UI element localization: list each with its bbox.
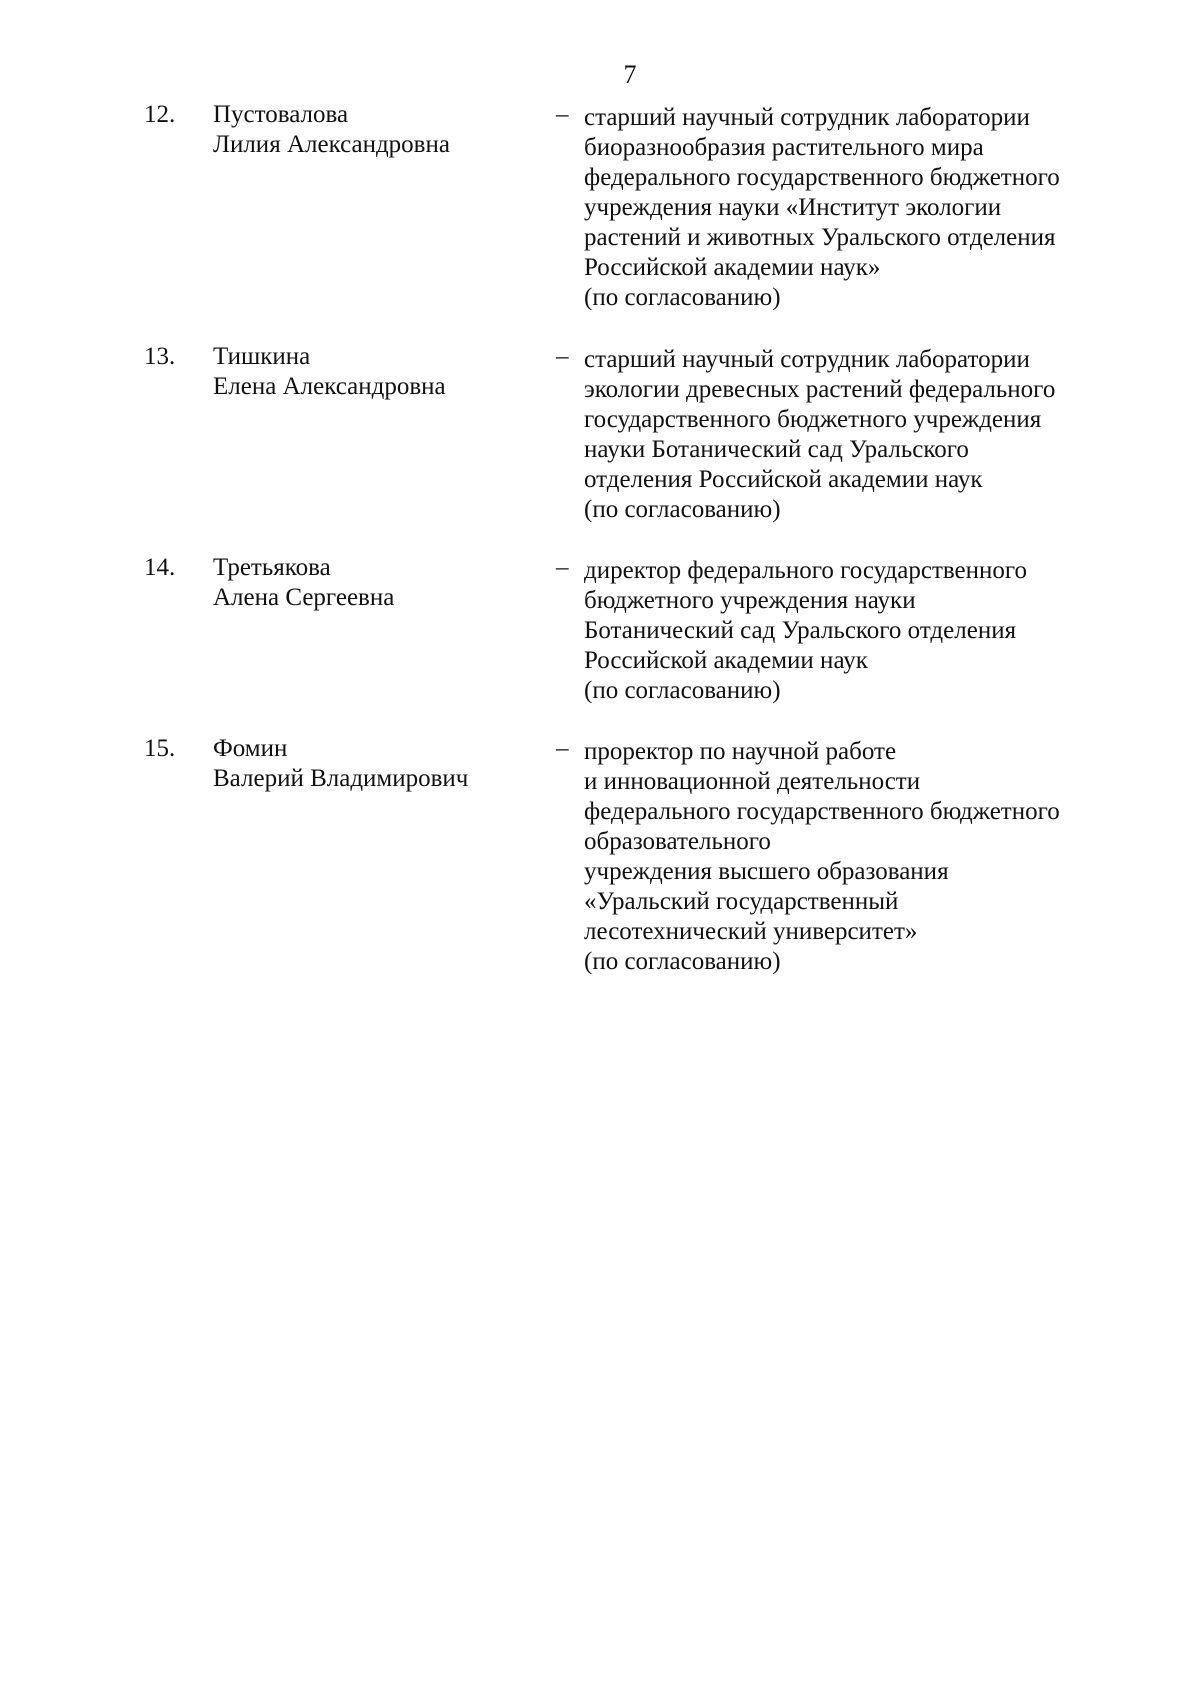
position-line: и инновационной деятельности — [584, 768, 921, 795]
position-line: (по согласованию) — [584, 948, 781, 975]
position-line: Российской академии наук — [584, 647, 868, 674]
position-line: Российской академии наук» — [584, 254, 881, 281]
separator-dash: – — [556, 101, 569, 128]
position-line: учреждения высшего образования — [584, 858, 949, 885]
member-name — [213, 342, 446, 402]
member-position — [584, 737, 1124, 977]
position-line: (по согласованию) — [584, 284, 781, 311]
member-given-name: Лилия Александровна — [213, 131, 450, 158]
position-line: проректор по научной работе — [584, 738, 897, 765]
position-line: учреждения науки «Институт экологии — [584, 194, 1002, 221]
position-line: (по согласованию) — [584, 496, 781, 523]
member-name — [213, 553, 394, 613]
member-surname: Тишкина — [213, 343, 311, 370]
member-position — [584, 345, 1124, 525]
member-surname: Пустовалова — [213, 101, 349, 128]
position-line: лесотехнический университет» — [584, 918, 918, 945]
member-given-name: Валерий Владимирович — [213, 765, 469, 792]
member-given-name: Алена Сергеевна — [213, 584, 395, 611]
separator-dash: – — [556, 343, 569, 370]
position-line: образовательного — [584, 828, 771, 855]
position-line: директор федерального государственного — [584, 557, 1028, 584]
position-line: (по согласованию) — [584, 677, 781, 704]
position-line: отделения Российской академии наук — [584, 466, 983, 493]
entry-number: 14. — [144, 554, 176, 581]
member-position — [584, 556, 1124, 706]
member-surname: Третьякова — [213, 554, 331, 581]
entry-number: 15. — [144, 735, 176, 762]
position-line: науки Ботанический сад Уральского — [584, 436, 969, 463]
position-line: Ботанический сад Уральского отделения — [584, 617, 1017, 644]
member-surname: Фомин — [213, 735, 288, 762]
position-line: государственного бюджетного учреждения — [584, 406, 1042, 433]
position-line: «Уральский государственный — [584, 888, 899, 915]
member-position — [584, 103, 1124, 313]
position-line: старший научный сотрудник лаборатории — [584, 346, 1030, 373]
member-given-name: Елена Александровна — [213, 373, 446, 400]
separator-dash: – — [556, 735, 569, 762]
separator-dash: – — [556, 554, 569, 581]
position-line: экологии древесных растений федерального — [584, 376, 1056, 403]
position-line: биоразнообразия растительного мира — [584, 134, 984, 161]
position-line: растений и животных Уральского отделения — [584, 224, 1056, 251]
member-name — [213, 100, 450, 160]
position-line: бюджетного учреждения науки — [584, 587, 916, 614]
entry-number: 12. — [144, 101, 176, 128]
position-line: федерального государственного бюджетного — [584, 164, 1060, 191]
member-name — [213, 734, 468, 794]
position-line: старший научный сотрудник лаборатории — [584, 104, 1030, 131]
entry-number: 13. — [144, 343, 176, 370]
page-number: 7 — [623, 60, 637, 89]
position-line: федерального государственного бюджетного — [584, 798, 1060, 825]
